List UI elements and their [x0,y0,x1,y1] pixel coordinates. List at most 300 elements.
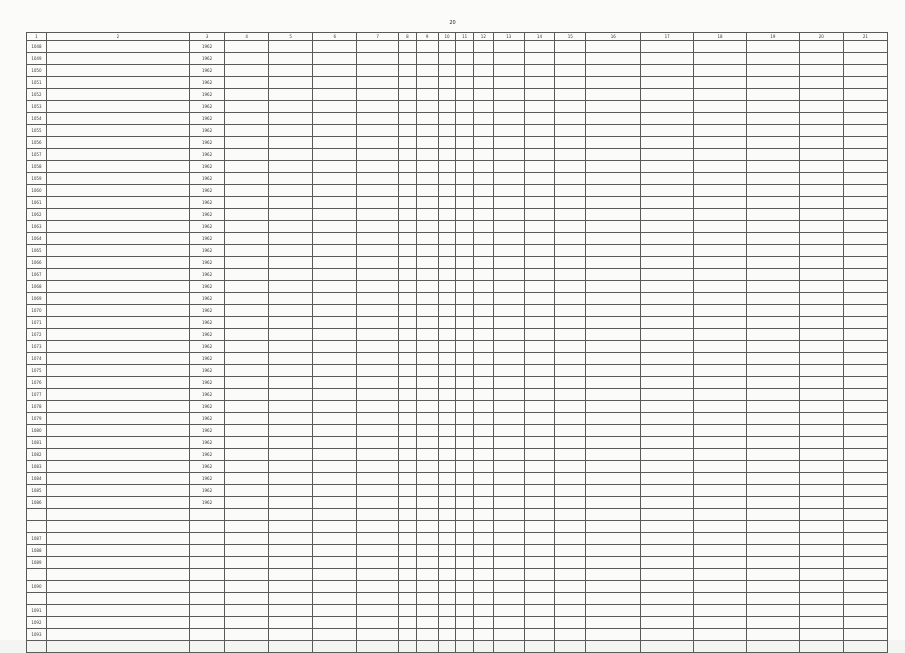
address-cell [46,161,189,173]
table-cell [641,245,694,257]
table-cell [555,425,586,437]
table-cell [269,377,313,389]
table-cell [313,317,357,329]
table-cell [473,41,493,53]
table-cell [357,305,399,317]
table-cell [641,401,694,413]
table-cell: 1962 [189,389,224,401]
table-cell [799,461,843,473]
table-cell [799,41,843,53]
table-cell [225,245,269,257]
address-cell [46,449,189,461]
table-cell [456,509,474,521]
table-cell: 1083 [27,461,47,473]
table-cell [456,425,474,437]
table-cell [269,581,313,593]
table-cell [586,485,641,497]
table-cell [416,41,438,53]
table-cell [473,425,493,437]
table-cell: 1962 [189,89,224,101]
table-cell [641,41,694,53]
table-cell [843,89,887,101]
table-cell [225,377,269,389]
table-cell [399,593,417,605]
table-cell [438,365,456,377]
table-cell [524,305,555,317]
table-cell [438,353,456,365]
table-cell [438,221,456,233]
column-number-header: 3 [189,33,224,41]
table-cell [524,377,555,389]
table-cell [493,113,524,125]
table-cell [555,497,586,509]
table-cell [694,221,747,233]
table-cell [225,437,269,449]
table-cell [694,173,747,185]
table-row [27,269,888,281]
table-cell [416,101,438,113]
table-row [27,233,888,245]
table-row [27,341,888,353]
column-number-header: 20 [799,33,843,41]
table-cell [555,569,586,581]
table-cell [269,509,313,521]
table-row [27,449,888,461]
table-cell [269,149,313,161]
table-cell [586,173,641,185]
table-row [27,569,888,581]
table-cell [456,293,474,305]
table-cell [399,545,417,557]
table-cell [493,329,524,341]
address-cell [46,101,189,113]
table-cell [225,293,269,305]
address-cell [46,425,189,437]
table-cell [799,521,843,533]
table-cell [399,221,417,233]
table-cell [555,593,586,605]
table-cell [456,245,474,257]
table-cell [641,413,694,425]
table-cell: 1050 [27,65,47,77]
table-cell [313,533,357,545]
table-cell: 1962 [189,161,224,173]
table-cell [416,449,438,461]
table-cell [357,173,399,185]
address-cell [46,617,189,629]
table-cell [524,425,555,437]
table-cell [416,497,438,509]
table-cell [473,485,493,497]
table-cell [694,557,747,569]
table-cell [586,557,641,569]
table-row [27,401,888,413]
table-cell [473,377,493,389]
table-cell [843,233,887,245]
table-cell [313,473,357,485]
address-cell [46,257,189,269]
table-row [27,413,888,425]
table-cell: 1057 [27,149,47,161]
table-cell [269,281,313,293]
table-cell [456,281,474,293]
table-cell [269,53,313,65]
table-cell [313,521,357,533]
table-cell [456,437,474,449]
table-row [27,497,888,509]
table-cell [843,317,887,329]
table-cell [641,533,694,545]
table-cell [225,389,269,401]
table-cell [493,533,524,545]
table-cell [189,605,224,617]
table-cell [473,137,493,149]
table-cell [473,557,493,569]
table-cell [746,221,799,233]
table-cell: 1053 [27,101,47,113]
table-cell [843,185,887,197]
table-cell [313,437,357,449]
table-cell [456,125,474,137]
table-cell [843,569,887,581]
table-cell: 1962 [189,437,224,449]
table-cell [493,209,524,221]
table-cell [269,365,313,377]
address-cell [46,329,189,341]
address-cell [46,569,189,581]
table-cell [225,341,269,353]
table-cell [416,593,438,605]
table-cell [473,101,493,113]
table-cell [357,437,399,449]
table-cell [357,149,399,161]
table-cell [586,149,641,161]
table-cell [399,233,417,245]
table-cell [493,161,524,173]
table-cell [694,461,747,473]
table-cell [473,161,493,173]
table-cell [225,77,269,89]
table-cell [586,365,641,377]
table-cell [586,629,641,641]
table-cell [399,197,417,209]
table-cell [641,365,694,377]
table-cell: 1059 [27,173,47,185]
table-cell [524,581,555,593]
table-cell [524,293,555,305]
table-row [27,605,888,617]
table-cell [694,413,747,425]
table-row [27,245,888,257]
table-cell [416,89,438,101]
table-cell [524,449,555,461]
table-cell [225,353,269,365]
table-cell [225,557,269,569]
table-cell: 1962 [189,449,224,461]
table-cell: 1962 [189,77,224,89]
table-cell [225,629,269,641]
table-cell [473,641,493,653]
table-cell [493,437,524,449]
table-cell [493,53,524,65]
table-cell [843,101,887,113]
table-cell [399,281,417,293]
table-cell [416,389,438,401]
table-cell [694,41,747,53]
table-cell [799,581,843,593]
table-cell [524,317,555,329]
table-cell [473,593,493,605]
table-cell [641,161,694,173]
table-cell [524,257,555,269]
table-cell: 1962 [189,137,224,149]
table-cell [493,137,524,149]
table-cell [225,461,269,473]
address-cell [46,509,189,521]
table-cell [313,401,357,413]
column-number-header: 16 [586,33,641,41]
table-cell [438,629,456,641]
table-cell [746,269,799,281]
table-cell [555,329,586,341]
table-cell [586,233,641,245]
table-cell [269,605,313,617]
table-cell [555,77,586,89]
address-cell [46,437,189,449]
table-cell: 1962 [189,485,224,497]
table-cell [694,209,747,221]
table-cell [416,161,438,173]
table-cell [269,401,313,413]
address-cell [46,545,189,557]
column-number-row [27,33,888,41]
table-cell [225,401,269,413]
table-cell [493,149,524,161]
table-cell [416,77,438,89]
table-cell [357,317,399,329]
table-cell [416,605,438,617]
table-cell: 1079 [27,413,47,425]
table-cell [746,485,799,497]
table-cell [799,497,843,509]
table-cell [456,569,474,581]
table-cell [493,101,524,113]
table-cell [225,185,269,197]
table-cell [416,209,438,221]
table-cell: 1078 [27,401,47,413]
table-cell: 1052 [27,89,47,101]
table-cell [799,557,843,569]
table-cell [473,629,493,641]
table-cell [313,605,357,617]
table-cell: 1962 [189,401,224,413]
table-cell [473,113,493,125]
table-cell [313,569,357,581]
table-cell [843,149,887,161]
table-cell [555,617,586,629]
table-cell [694,113,747,125]
table-cell: 1066 [27,257,47,269]
table-cell [399,329,417,341]
table-cell [493,605,524,617]
table-row [27,173,888,185]
table-cell [586,269,641,281]
table-cell: 1962 [189,41,224,53]
table-cell: 1962 [189,413,224,425]
table-row [27,125,888,137]
table-cell [416,293,438,305]
table-cell [438,377,456,389]
table-cell [473,341,493,353]
table-cell [493,629,524,641]
table-cell [416,197,438,209]
table-cell [357,473,399,485]
table-cell [799,53,843,65]
table-cell [555,533,586,545]
table-cell: 1056 [27,137,47,149]
table-cell [694,269,747,281]
table-cell [493,185,524,197]
table-cell [524,197,555,209]
table-cell [493,593,524,605]
table-row [27,137,888,149]
table-cell [225,425,269,437]
table-cell [843,41,887,53]
table-cell [225,545,269,557]
table-cell [586,245,641,257]
table-cell [694,629,747,641]
table-cell [27,593,47,605]
table-cell [313,509,357,521]
table-cell [225,281,269,293]
table-cell [524,413,555,425]
table-cell [189,545,224,557]
table-cell [746,521,799,533]
table-cell [357,581,399,593]
table-cell [524,89,555,101]
table-cell [269,437,313,449]
table-cell [694,305,747,317]
table-cell [357,509,399,521]
table-cell [269,101,313,113]
column-number-header: 1 [27,33,47,41]
table-cell [438,461,456,473]
table-cell: 1067 [27,269,47,281]
table-cell [473,269,493,281]
table-cell [473,449,493,461]
table-cell [746,641,799,653]
table-cell [799,77,843,89]
address-cell [46,53,189,65]
table-cell [399,341,417,353]
table-cell [456,365,474,377]
table-cell [269,233,313,245]
table-cell [843,497,887,509]
table-cell: 1077 [27,389,47,401]
table-cell [269,113,313,125]
table-cell [357,65,399,77]
table-cell [493,581,524,593]
table-cell [357,161,399,173]
table-cell [843,269,887,281]
table-cell [586,281,641,293]
table-cell [473,281,493,293]
table-cell [269,353,313,365]
table-cell [357,485,399,497]
table-cell [843,461,887,473]
table-cell [746,173,799,185]
table-cell [641,437,694,449]
column-number-header: 14 [524,33,555,41]
table-cell [694,605,747,617]
table-cell [225,257,269,269]
table-cell [313,161,357,173]
table-cell [586,341,641,353]
table-cell [843,509,887,521]
address-cell [46,377,189,389]
table-cell [493,521,524,533]
table-cell [473,437,493,449]
table-cell [524,545,555,557]
table-cell [399,317,417,329]
table-cell: 1962 [189,185,224,197]
table-cell [843,389,887,401]
table-cell [313,353,357,365]
address-cell [46,77,189,89]
table-cell [27,509,47,521]
table-cell [456,317,474,329]
table-cell [555,305,586,317]
table-cell: 1962 [189,113,224,125]
table-cell: 1962 [189,245,224,257]
address-cell [46,65,189,77]
table-cell [746,77,799,89]
table-cell [694,521,747,533]
table-cell [586,89,641,101]
table-cell [493,473,524,485]
table-cell [357,89,399,101]
table-cell [456,341,474,353]
table-row [27,641,888,653]
table-cell [586,77,641,89]
table-cell [438,425,456,437]
table-cell [313,425,357,437]
table-row [27,557,888,569]
table-cell [746,149,799,161]
table-row [27,257,888,269]
table-cell: 1054 [27,113,47,125]
table-cell [746,533,799,545]
table-cell [269,521,313,533]
table-cell [225,53,269,65]
table-cell [524,137,555,149]
table-cell [313,461,357,473]
table-cell [473,521,493,533]
table-cell [694,281,747,293]
table-cell [493,449,524,461]
table-cell [799,353,843,365]
table-cell [456,581,474,593]
table-cell [493,305,524,317]
table-row [27,209,888,221]
table-cell [586,65,641,77]
table-cell [416,245,438,257]
table-cell [694,293,747,305]
table-cell [313,629,357,641]
table-cell [586,41,641,53]
table-cell [746,65,799,77]
table-cell [799,569,843,581]
